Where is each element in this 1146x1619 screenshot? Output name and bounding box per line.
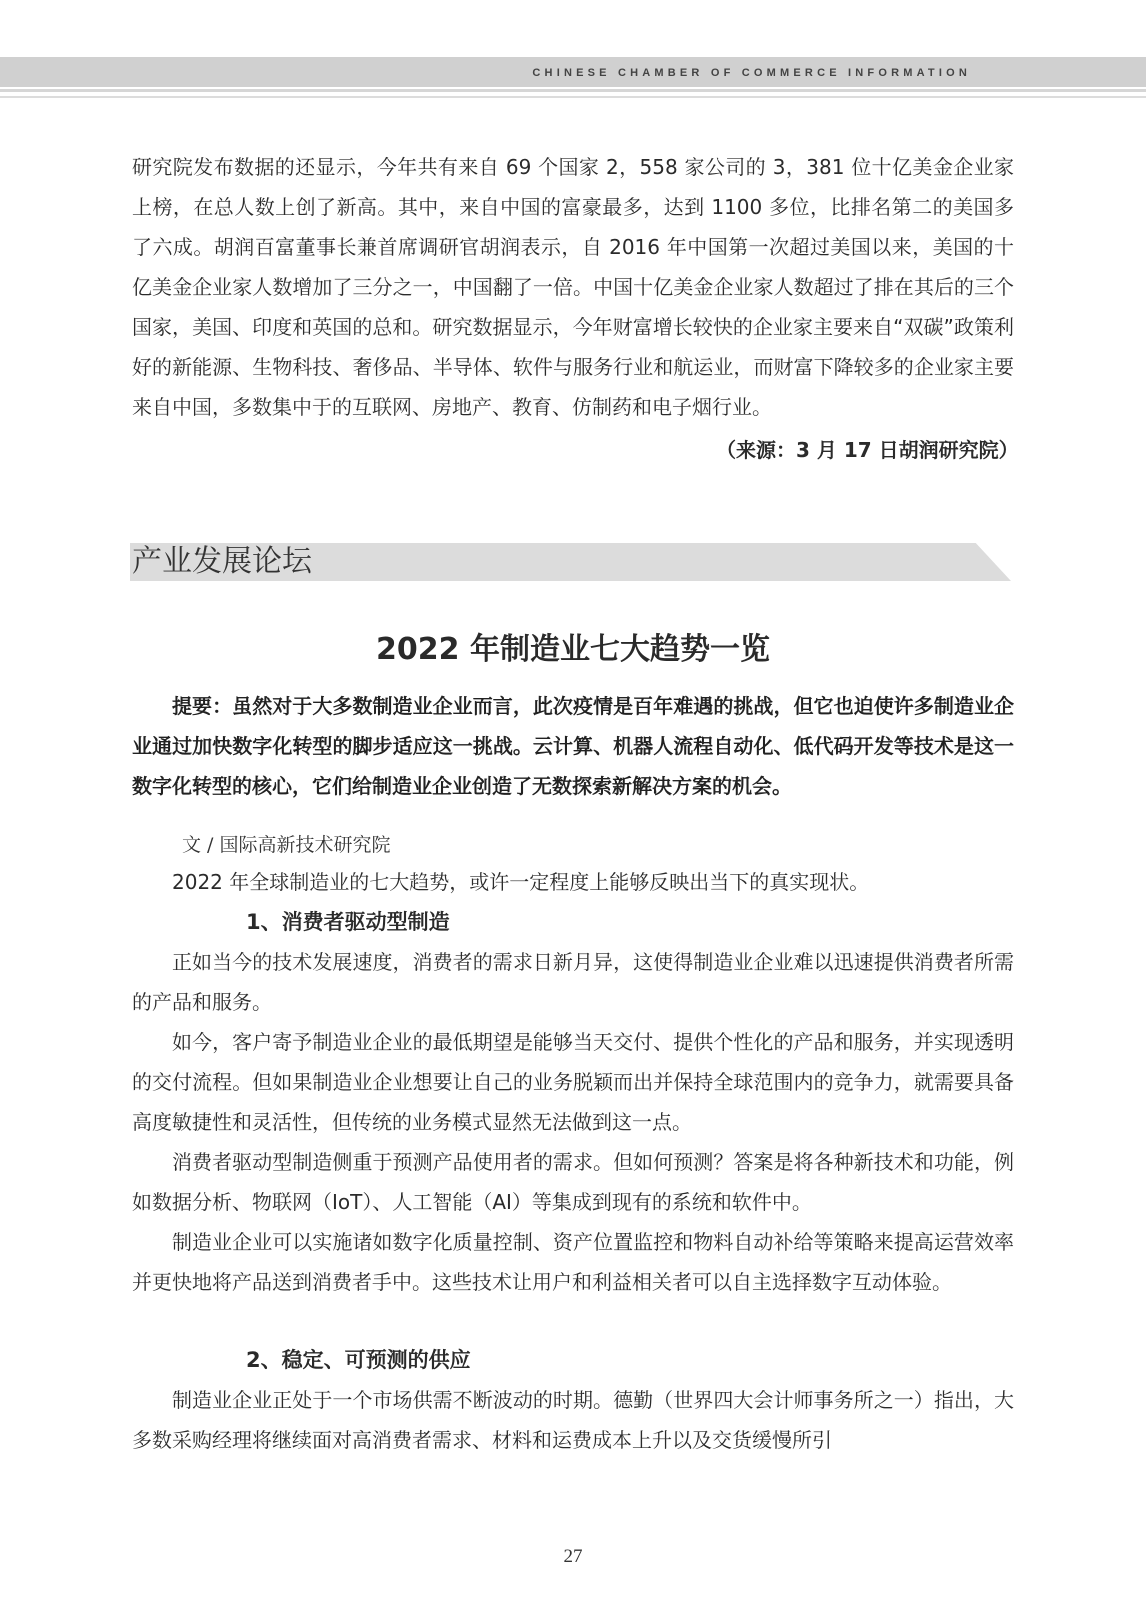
article-title: 2022 年制造业七大趋势一览 xyxy=(376,632,770,667)
header-title: CHINESE CHAMBER OF COMMERCE INFORMATION xyxy=(532,67,971,79)
section-heading-2: 2、稳定、可预测的供应 xyxy=(246,1348,471,1372)
article-byline: 文 / 国际高新技术研究院 xyxy=(182,834,391,856)
page-number: 27 xyxy=(563,1546,583,1567)
intro-paragraph: 研究院发布数据的还显示，今年共有来自 69 个国家 2，558 家公司的 3，381 位十亿美金企业家上榜，在总人数上创了新高。其中，来自中国的富豪最多，达到 1100 多位，比排名第二的美国多了六成。胡润百富董事长兼首席调研官胡润表示，自 2016 年中国第一次超过美国以来，美国的十亿美金企业家人数增加了三分之一，中国翻了一倍。中国十亿美金企业家人数超过了排在其后的三个国家，美国、印度和英国的总和。研究数据显示，今年财富增长较快的企业家主要来自“双碳”政策利好的新能源、生物科技、奢侈品、半导体、软件与服务行业和航运业，而财富下降较多的企业家主要来自中国，多数集中于的互联网、房地产、教育、仿制药和电子烟行业。 xyxy=(132,155,1014,419)
body-paragraph: 消费者驱动型制造侧重于预测产品使用者的需求。但如何预测？答案是将各种新技术和功能，例如数据分析、物联网（IoT）、人工智能（AI）等集成到现有的系统和软件中。 xyxy=(132,1150,1014,1214)
body-paragraph: 正如当今的技术发展速度，消费者的需求日新月异，这使得制造业企业难以迅速提供消费者所需的产品和服务。 xyxy=(132,950,1014,1014)
article-abstract: 提要：虽然对于大多数制造业企业而言，此次疫情是百年难遇的挑战，但它也迫使许多制造业企业通过加快数字化转型的脚步适应这一挑战。云计算、机器人流程自动化、低代码开发等技术是这一数字化转型的核心，它们给制造业企业创造了无数探索新解决方案的机会。 xyxy=(132,694,1014,798)
body-paragraph: 制造业企业可以实施诸如数字化质量控制、资产位置监控和物料自动补给等策略来提高运营效率并更快地将产品送到消费者手中。这些技术让用户和利益相关者可以自主选择数字互动体验。 xyxy=(132,1230,1014,1294)
body-paragraph: 如今，客户寄予制造业企业的最低期望是能够当天交付、提供个性化的产品和服务，并实现透明的交付流程。但如果制造业企业想要让自己的业务脱颖而出并保持全球范围内的竞争力，就需要具备高度敏捷性和灵活性，但传统的业务模式显然无法做到这一点。 xyxy=(132,1030,1014,1134)
section-title: 产业发展论坛 xyxy=(132,544,312,579)
section-heading-1: 1、消费者驱动型制造 xyxy=(246,910,450,934)
header-divider xyxy=(0,89,1146,92)
lead-paragraph: 2022 年全球制造业的七大趋势，或许一定程度上能够反映出当下的真实现状。 xyxy=(172,870,870,894)
body-paragraph: 制造业企业正处于一个市场供需不断波动的时期。德勤（世界四大会计师事务所之一）指出，大多数采购经理将继续面对高消费者需求、材料和运费成本上升以及交货缓慢所引 xyxy=(132,1388,1014,1452)
header-divider-secondary xyxy=(0,96,1146,98)
source-note: （来源：3 月 17 日胡润研究院） xyxy=(716,438,1019,462)
